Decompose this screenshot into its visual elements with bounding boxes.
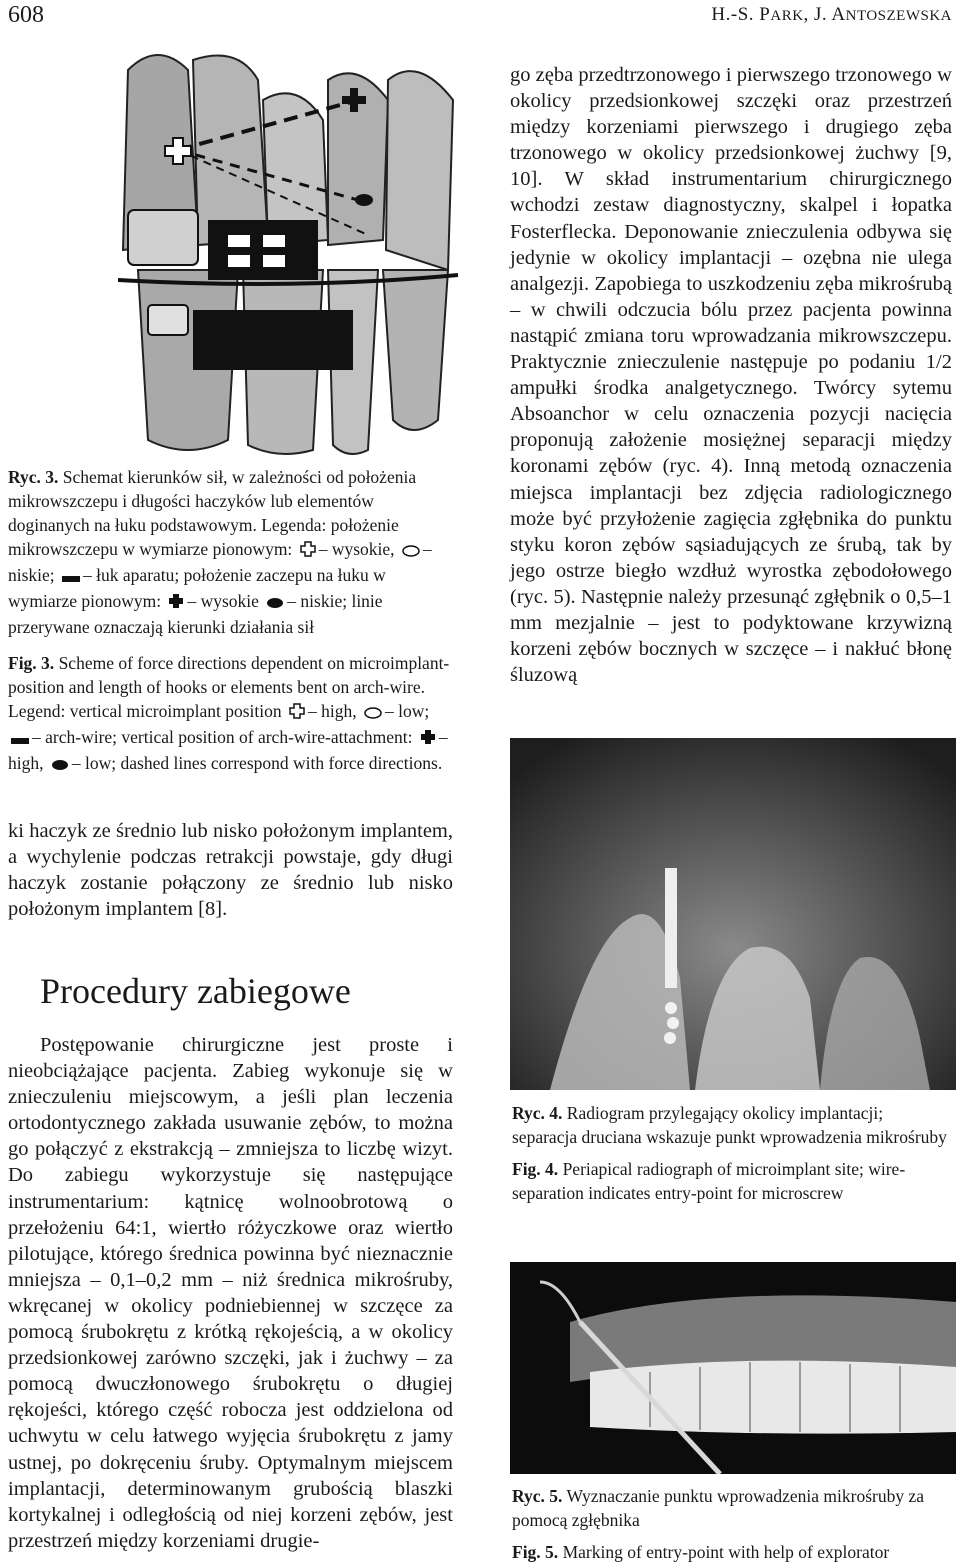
- fig3-caption: [8, 465, 453, 777]
- cross-outline-icon: [289, 701, 305, 725]
- fig5-caption-english: Fig. 5. Marking of entry-point with help of explorator: [512, 1542, 890, 1562]
- right-para: go zęba przedtrzonowego i pierwszego trzonowego w okolicy przedsionkowej szczęki oraz przestrzeń między korzeniami pierwszego i drugiego zęba trzonowego w okolicy przedsionkowej żuchwy [9, 10]. W skład instrumentarium chirurgicznego wchodzi zestaw diagnostyczny, skalpel i łopatka Fosterflecka. Deponowanie znieczulenia odbywa się jedynie w okolicy implantacji – ozębna nie ulega analgezji. Zapobiega to uszkodzeniu zęba mikrośrubą – w chwili odczucia bólu przez pacjenta powinna nastąpić zmiana toru wprowadzania mikrowszczepu. Praktycznie znieczulenie następuje po podaniu 1/2 ampułki środka analgetycznego. Twórcy sytemu Absoanchor w celu oznaczenia pozycji nacięcia proponują założenie mosiężnej separacji między koronami zębów (ryc. 4). Inną metodą oznaczenia miejsca implantacji bez zdjęcia radiologicznego może być przyłożenie zagięcia zgłębnika do punktu styku koron zębów sąsiadujących ze śrubą, tak by jego ostrze biegło wzdłuż wyrostka zębodołowego (ryc. 5). Następnie należy przesunąć zgłębnik o 0,5–1 mm mezjalnie – jest to podyktowane krzywizną korzeni zębów bocznych w szczęce – i nakłuć błonę śluzową: [510, 64, 952, 687]
- left-para-1: ki haczyk ze średnio lub nisko położonym implantem, a wychylenie podczas retrakcji powstaje, gdy długi haczyk zostanie połączony ze średnio lub nisko położonym implantem [8].: [8, 820, 453, 921]
- fig5-photo: [510, 1262, 956, 1474]
- fig5-caption-polish: Ryc. 5. Wyznaczanie punktu wprowadzenia mikrośruby za pomocą zgłębnika: [512, 1486, 925, 1530]
- cross-outline-icon: [300, 539, 316, 563]
- ellipse-filled-icon: [51, 753, 69, 777]
- left-para-2: Postępowanie chirurgiczne jest proste i nieobciążające pacjenta. Zabieg wykonuje się w znieczuleniu miejscowym, a jeśli plan leczenia ortodontycznego zakłada usuwanie zębów, to można go połączyć z ekstrakcją – zmniejsza to liczbę wizyt. Do zabiegu wykorzystuje się następujące instrumentarium: kątnicę wolnoobrotową o przełożeniu 64:1, wiertło różyczkowe oraz wiertło pilotujące, którego średnica powinna być nieznacznie mniejsza – 0,1–0,2 mm – niż średnica mikrośruby, wkręcanej w okolicy podniebiennej w szczęce za pomocą śrubokrętu z krótką rękojeścią, a w okolicy przedsionkowej zarówno szczęki, jak i żuchwy – za pomocą dwuczłonowego śrubokrętu o długiej rękojeści, którego część robocza jest oddzielona od uchwytu w celu łatwego wyjęcia śrubokrętu z jamy ustnej, po dokręceniu śruby. Optymalnym miejscem implantacji, determinowanym grubością blaszki kortykalnej i odległością od niej korzeni zębów, jest przestrzeń między korzeniami drugie-: [8, 1034, 453, 1552]
- fig4-caption: [512, 1101, 952, 1205]
- ellipse-outline-icon: [364, 701, 382, 725]
- fig3-drawing: [118, 40, 488, 460]
- bar-icon: [62, 565, 80, 589]
- fig4-caption-english: Fig. 4. Periapical radiograph of microimplant site; wire-separation indicates entry-point for microscrew: [512, 1159, 906, 1203]
- fig5-caption: [512, 1484, 952, 1564]
- fig3-caption-polish: Ryc. 3. Schemat kierunków sił, w zależności od położenia mikrowszczepu i długości haczyków lub elementów doginanych na łuku podstawowym. Legenda: położenie mikrowszczepu w wymiarze pionowym: – wysokie, – niskie; – łuk aparatu; położenie zaczepu na łuku w wymiarze pionowym: – wysokie – niskie; linie przerywane oznaczają kierunki działania sił: [8, 467, 432, 637]
- running-head: H.-S. PARK, J. ANTOSZEWSKA: [711, 4, 952, 25]
- section-heading: Procedury zabiegowe: [40, 971, 351, 1011]
- cross-filled-icon: [168, 591, 184, 615]
- page-number: 608: [8, 2, 44, 28]
- fig4-caption-polish: Ryc. 4. Radiogram przylegający okolicy implantacji; separacja druciana wskazuje punkt wprowadzenia mikrośruby: [512, 1103, 947, 1147]
- ellipse-filled-icon: [266, 591, 284, 615]
- bar-icon: [11, 727, 29, 751]
- ellipse-outline-icon: [402, 539, 420, 563]
- fig3-caption-english: Fig. 3. Scheme of force directions dependent on microimplant-position and length of hooks or elements bent on arch-wire. Legend: vertical microimplant position – high, – low; – arch-wire; vertical position of arch-wire-attachment: – high, – low; dashed lines correspond with force directions.: [8, 651, 453, 777]
- fig4-radiograph: [510, 738, 956, 1090]
- cross-filled-icon: [420, 727, 436, 751]
